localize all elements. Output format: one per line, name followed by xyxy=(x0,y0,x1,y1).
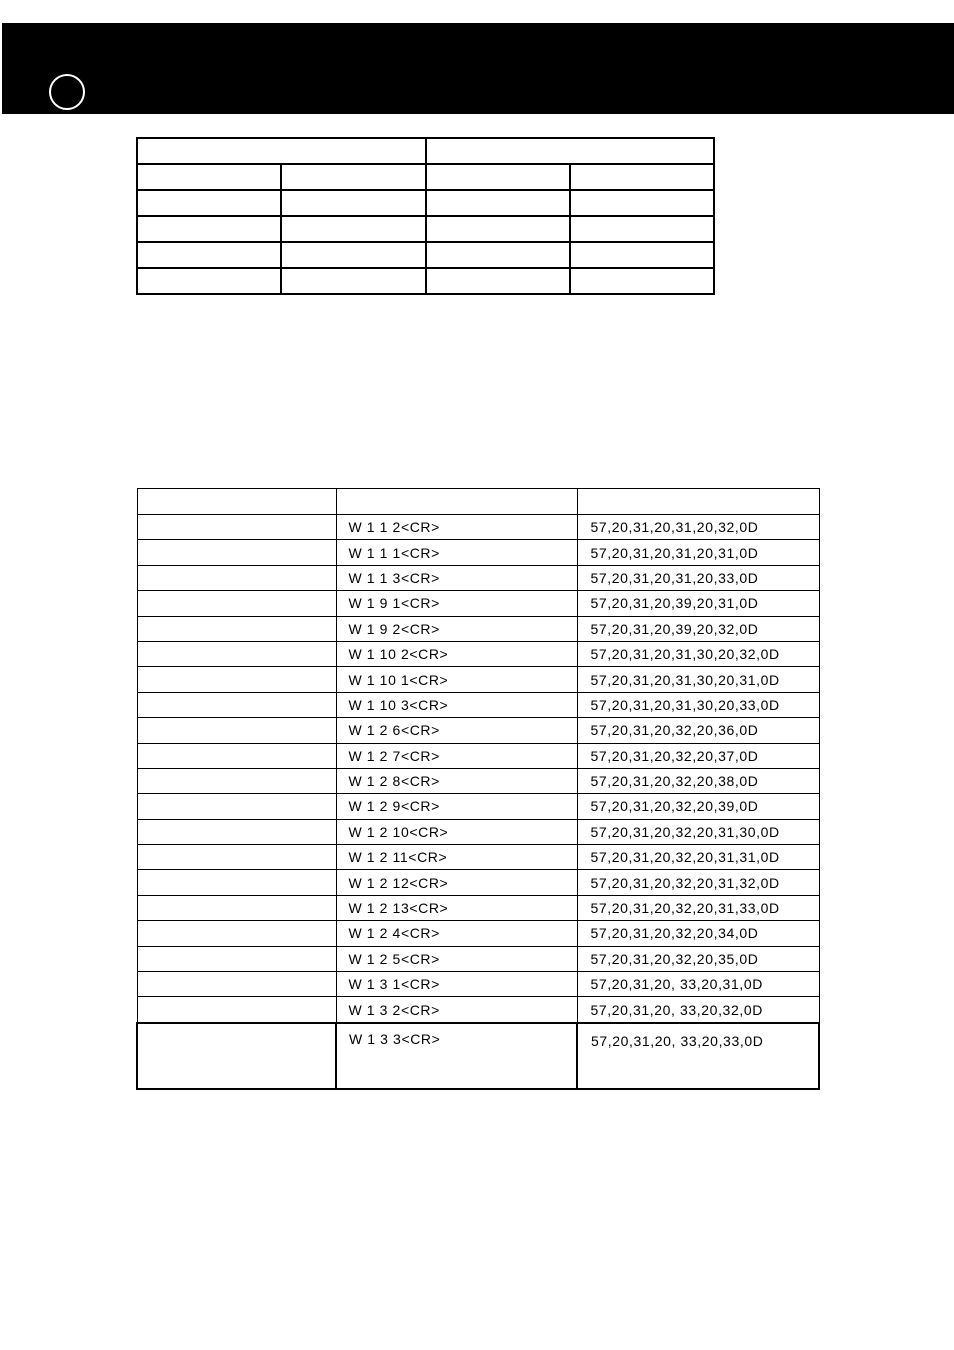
hex-code-cell: 57,20,31,20,32,20,31,31,0D xyxy=(577,845,819,870)
row-label xyxy=(137,591,336,616)
hex-code-cell: 57,20,31,20, 33,20,31,0D xyxy=(577,972,819,997)
row-label xyxy=(137,718,336,743)
table-row xyxy=(137,667,819,692)
command-cell: W 1 2 10<CR> xyxy=(336,819,577,844)
command-cell: W 1 2 9<CR> xyxy=(336,794,577,819)
table-row xyxy=(137,190,714,216)
command-cell: W 1 3 2<CR> xyxy=(336,997,577,1023)
command-cell: W 1 1 1<CR> xyxy=(336,540,577,565)
hex-code-cell: 57,20,31,20,31,30,20,32,0D xyxy=(577,641,819,666)
row-label xyxy=(137,667,336,692)
row-label xyxy=(137,921,336,946)
table-row xyxy=(137,845,819,870)
circle-icon xyxy=(49,74,85,110)
command-cell: W 1 2 4<CR> xyxy=(336,921,577,946)
table-cell xyxy=(426,216,570,242)
table-row xyxy=(137,718,819,743)
row-label xyxy=(137,1023,336,1089)
hex-code-cell: 57,20,31,20,32,20,37,0D xyxy=(577,743,819,768)
table-row xyxy=(137,164,714,190)
hex-code-cell: 57,20,31,20,32,20,31,30,0D xyxy=(577,819,819,844)
hex-code-cell: 57,20,31,20,32,20,31,33,0D xyxy=(577,895,819,920)
command-cell: W 1 3 1<CR> xyxy=(336,972,577,997)
table-cell xyxy=(137,164,281,190)
table-cell xyxy=(426,268,570,294)
row-label xyxy=(137,768,336,793)
hex-code-cell: 57,20,31,20,32,20,39,0D xyxy=(577,794,819,819)
command-cell: W 1 2 6<CR> xyxy=(336,718,577,743)
command-cell: W 1 10 2<CR> xyxy=(336,641,577,666)
table-row xyxy=(137,819,819,844)
table-header-cell xyxy=(336,489,577,515)
row-label xyxy=(137,819,336,844)
command-cell: W 1 9 1<CR> xyxy=(336,591,577,616)
row-label xyxy=(137,870,336,895)
command-cell: W 1 3 3<CR> xyxy=(336,1023,577,1089)
hex-code-cell: 57,20,31,20,31,30,20,33,0D xyxy=(577,692,819,717)
table-cell xyxy=(426,190,570,216)
row-label xyxy=(137,565,336,590)
table-header-cell xyxy=(137,489,336,515)
hex-code-cell: 57,20,31,20, 33,20,33,0D xyxy=(577,1023,819,1089)
table-row xyxy=(137,641,819,666)
row-label xyxy=(137,641,336,666)
command-table xyxy=(136,488,820,1090)
table-cell xyxy=(570,190,714,216)
row-label xyxy=(137,692,336,717)
table-cell xyxy=(137,216,281,242)
row-label xyxy=(137,997,336,1023)
table-header-cell xyxy=(577,489,819,515)
command-cell: W 1 9 2<CR> xyxy=(336,616,577,641)
table-row xyxy=(137,972,819,997)
table-cell xyxy=(137,268,281,294)
hex-code-cell: 57,20,31,20,39,20,32,0D xyxy=(577,616,819,641)
table-row xyxy=(137,591,819,616)
table-cell xyxy=(570,242,714,268)
table-header-cell xyxy=(426,138,715,164)
row-label xyxy=(137,515,336,540)
header-bar xyxy=(2,23,954,114)
command-cell: W 1 2 5<CR> xyxy=(336,946,577,971)
table-row xyxy=(137,692,819,717)
command-cell: W 1 2 8<CR> xyxy=(336,768,577,793)
row-label xyxy=(137,743,336,768)
command-cell: W 1 2 7<CR> xyxy=(336,743,577,768)
hex-code-cell: 57,20,31,20,32,20,34,0D xyxy=(577,921,819,946)
command-cell: W 1 2 12<CR> xyxy=(336,870,577,895)
table-cell xyxy=(281,242,425,268)
hex-code-cell: 57,20,31,20, 33,20,32,0D xyxy=(577,997,819,1023)
table-header-row xyxy=(137,138,714,164)
hex-code-cell: 57,20,31,20,31,20,32,0D xyxy=(577,515,819,540)
table-cell xyxy=(281,190,425,216)
command-cell: W 1 2 11<CR> xyxy=(336,845,577,870)
table-row xyxy=(137,268,714,294)
table-row xyxy=(137,921,819,946)
table-row xyxy=(137,794,819,819)
command-cell: W 1 10 3<CR> xyxy=(336,692,577,717)
row-label xyxy=(137,946,336,971)
table-cell xyxy=(281,216,425,242)
table-row xyxy=(137,743,819,768)
table-cell xyxy=(281,164,425,190)
command-cell: W 1 1 3<CR> xyxy=(336,565,577,590)
table-row xyxy=(137,870,819,895)
table-cell xyxy=(426,242,570,268)
hex-code-cell: 57,20,31,20,32,20,38,0D xyxy=(577,768,819,793)
hex-code-cell: 57,20,31,20,32,20,36,0D xyxy=(577,718,819,743)
hex-code-cell: 57,20,31,20,31,20,31,0D xyxy=(577,540,819,565)
hex-code-cell: 57,20,31,20,32,20,35,0D xyxy=(577,946,819,971)
table-cell xyxy=(426,164,570,190)
row-label xyxy=(137,972,336,997)
row-label xyxy=(137,540,336,565)
command-cell: W 1 10 1<CR> xyxy=(336,667,577,692)
table-row xyxy=(137,1023,819,1089)
row-label xyxy=(137,895,336,920)
table-header-row xyxy=(137,489,819,515)
hex-code-cell: 57,20,31,20,32,20,31,32,0D xyxy=(577,870,819,895)
row-label xyxy=(137,794,336,819)
table-cell xyxy=(570,268,714,294)
hex-code-cell: 57,20,31,20,39,20,31,0D xyxy=(577,591,819,616)
table-row xyxy=(137,216,714,242)
table-cell xyxy=(281,268,425,294)
command-cell: W 1 2 13<CR> xyxy=(336,895,577,920)
command-cell: W 1 1 2<CR> xyxy=(336,515,577,540)
hex-code-cell: 57,20,31,20,31,20,33,0D xyxy=(577,565,819,590)
table-header-cell xyxy=(137,138,426,164)
table-row xyxy=(137,616,819,641)
table-row xyxy=(137,565,819,590)
hex-code-cell: 57,20,31,20,31,30,20,31,0D xyxy=(577,667,819,692)
table-cell xyxy=(570,216,714,242)
table-row xyxy=(137,997,819,1023)
spec-table xyxy=(136,137,715,295)
table-row xyxy=(137,895,819,920)
row-label xyxy=(137,616,336,641)
table-row xyxy=(137,768,819,793)
table-cell xyxy=(570,164,714,190)
table-row xyxy=(137,946,819,971)
table-row xyxy=(137,540,819,565)
table-cell xyxy=(137,190,281,216)
table-row xyxy=(137,515,819,540)
row-label xyxy=(137,845,336,870)
table-cell xyxy=(137,242,281,268)
table-row xyxy=(137,242,714,268)
